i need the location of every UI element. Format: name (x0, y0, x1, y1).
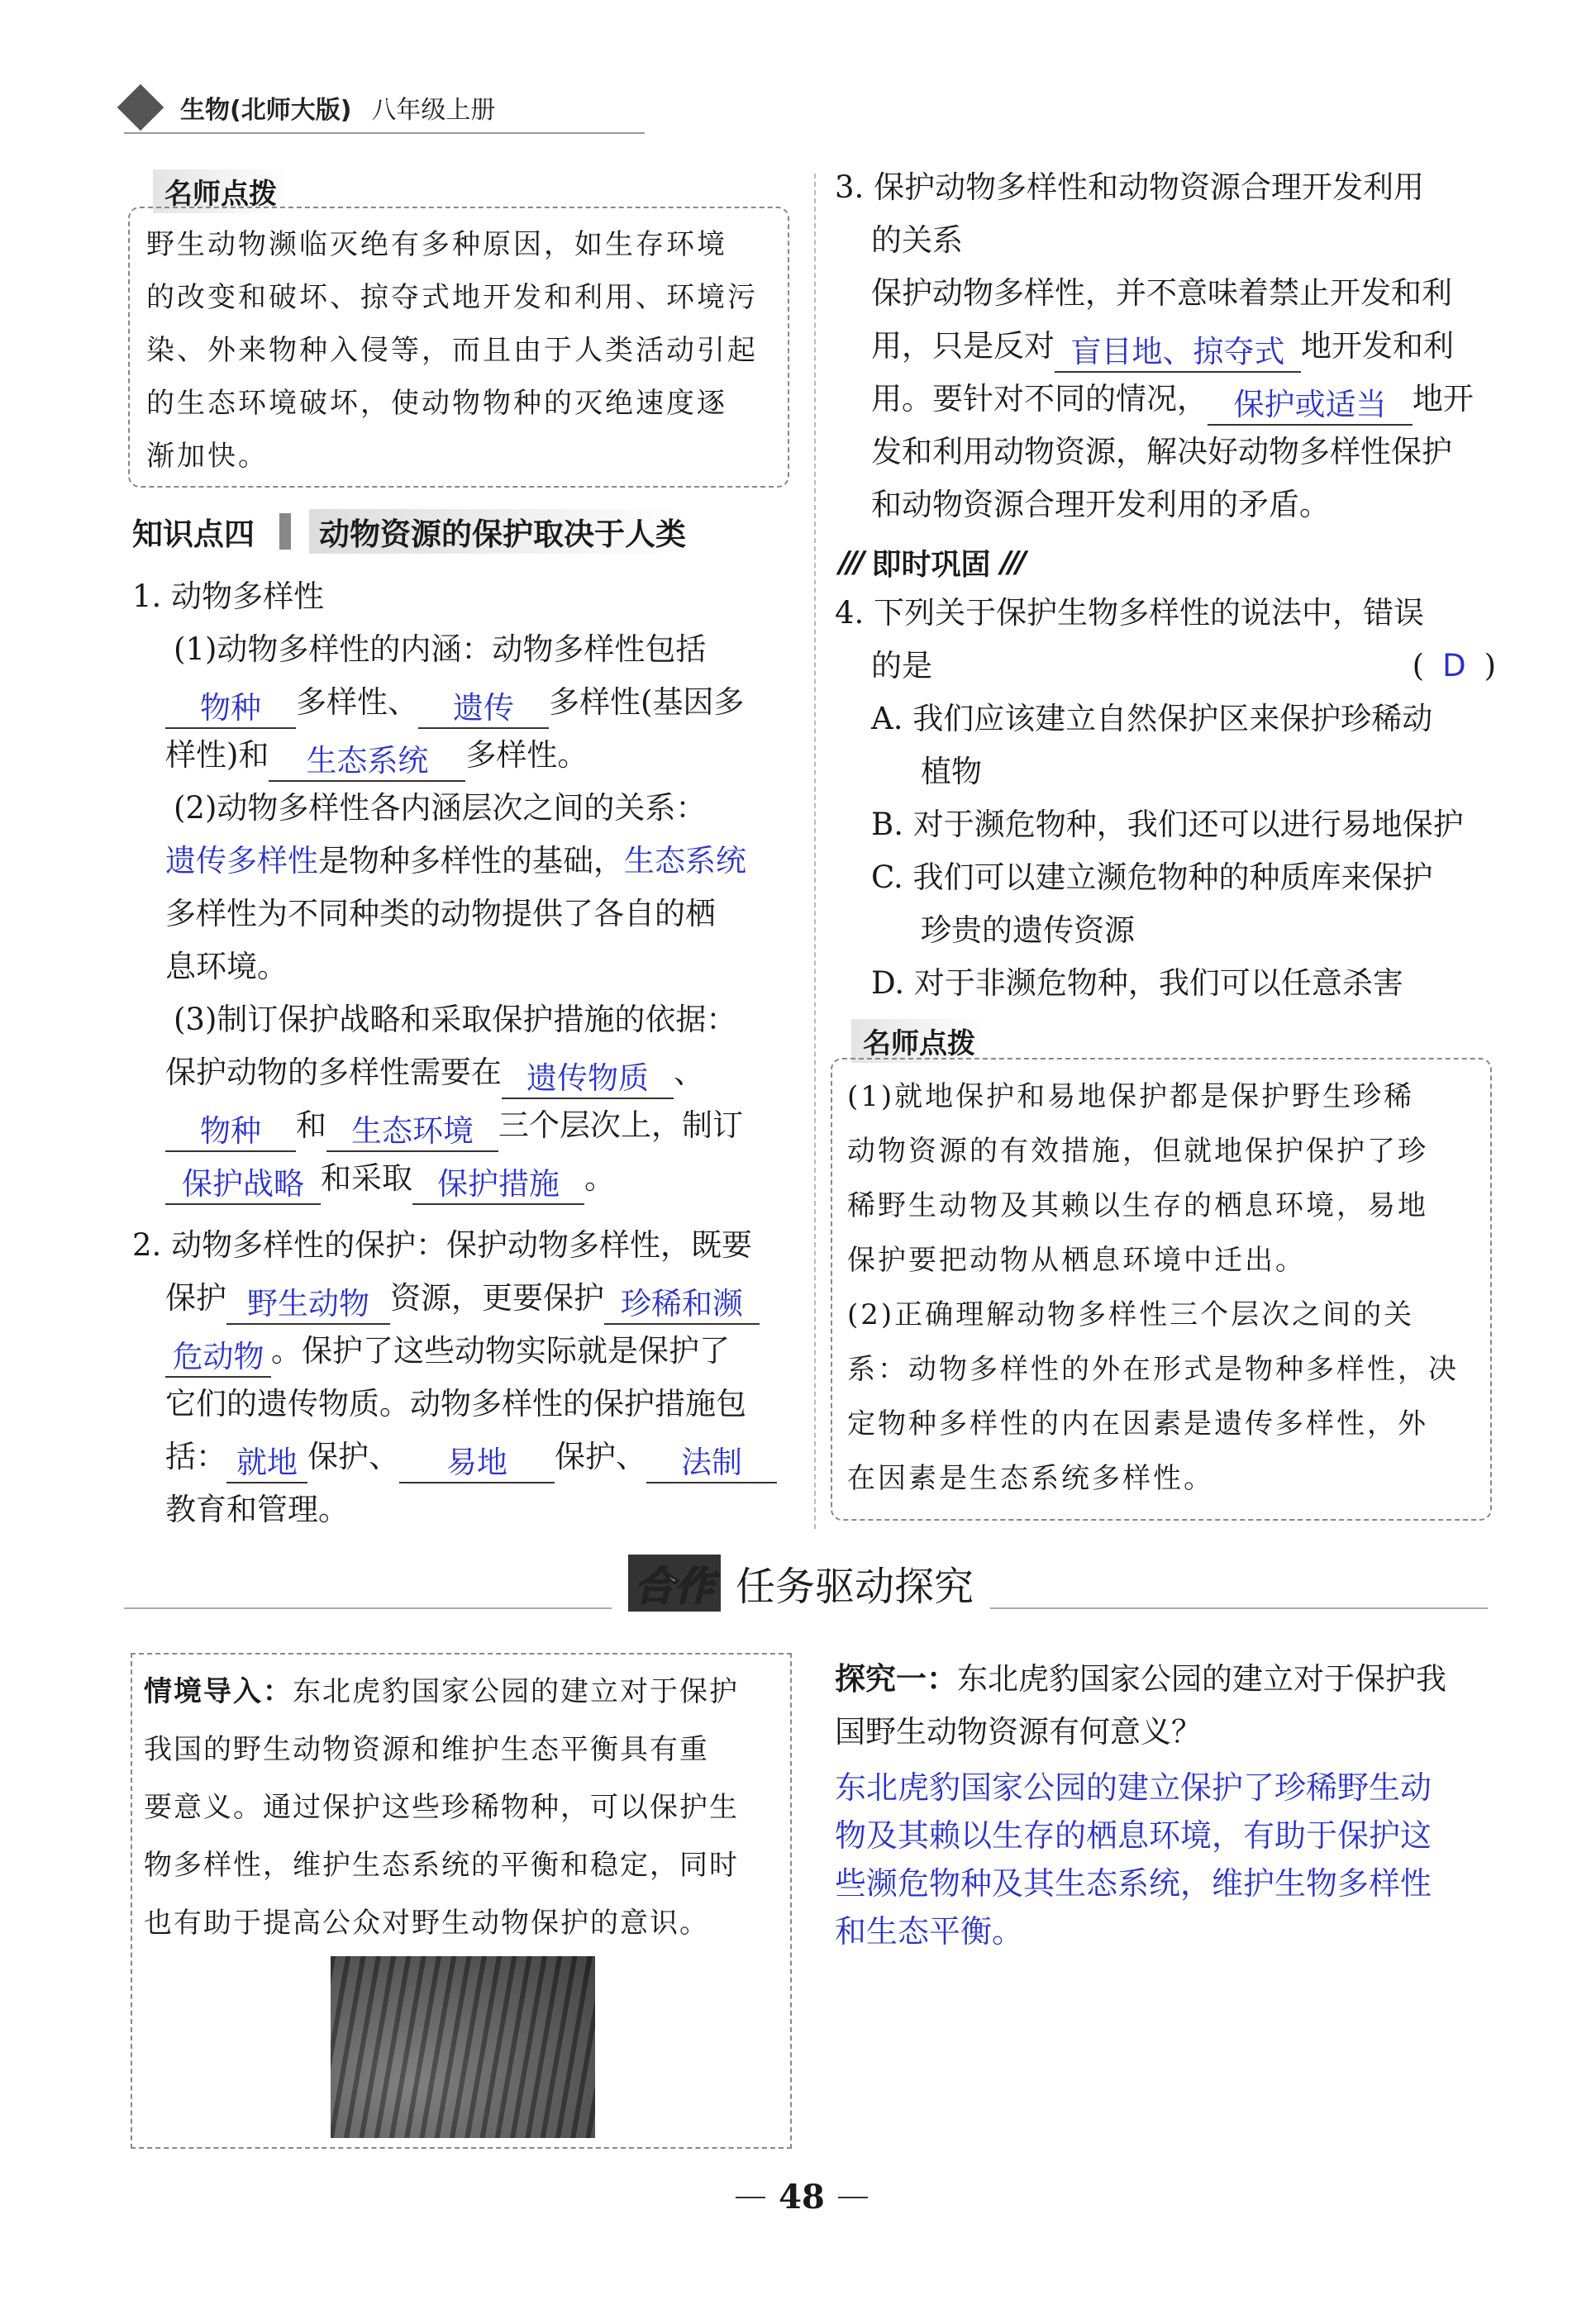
tip2-box (831, 1058, 1492, 1521)
question-4 (835, 587, 1496, 1010)
answer-law: 法制 (646, 1444, 777, 1483)
explore-answer (835, 1764, 1496, 1955)
explore-question-cont: 国野生动物资源有何意义？ (835, 1714, 1202, 1750)
answer-gene: 遗传 (418, 689, 549, 729)
s1-title: 1. 动物多样性 (132, 579, 325, 614)
text: 和 (296, 1107, 326, 1143)
tip2-line: (1)就地保护和易地保护都是保护野生珍稀 (847, 1080, 1415, 1113)
s2-line1: 2. 动物多样性的保护：保护动物多样性，既要 (132, 1227, 753, 1263)
section-title: 任务驱动探究 (736, 1563, 974, 1610)
text: 保护、 (307, 1439, 399, 1474)
tip1-line: 的改变和破坏、掠夺式地开发和利用、环境污 (146, 281, 758, 314)
scenario-label: 情境导入： (144, 1675, 293, 1708)
section-2 (132, 1219, 793, 1536)
q4-answer-paren (1413, 640, 1496, 693)
page-number-block (736, 2178, 868, 2217)
tiger-photo (331, 1956, 595, 2138)
answer-genetic-material: 遗传物质 (502, 1060, 674, 1099)
text: 保护、 (555, 1439, 646, 1474)
s2-line6: 教育和管理。 (165, 1492, 349, 1527)
s2-line4: 它们的遗传物质。动物多样性的保护措施包 (165, 1386, 746, 1421)
text: 是物种多样性的基础， (318, 843, 624, 879)
tip2-line: 稀野生动物及其赖以生存的栖息环境，易地 (847, 1189, 1428, 1222)
text: 三个层次上，制订 (498, 1107, 743, 1143)
explore-question: 东北虎豹国家公园的建立对于保护我 (957, 1661, 1446, 1697)
consolidate-title: 即时巩固 (871, 548, 991, 582)
text: 样性)和 (165, 737, 269, 773)
answer-environment: 生态环境 (326, 1112, 498, 1152)
section-3 (835, 161, 1496, 531)
explore-label: 探究一： (835, 1661, 957, 1697)
answer-proper: 保护或适当 (1208, 386, 1413, 426)
text: 。保护了这些动物实际就是保护了 (271, 1333, 730, 1369)
answer-in-situ: 就地 (226, 1444, 307, 1483)
answer-line: 和生态平衡。 (835, 1913, 1024, 1950)
answer-blind: 盲目地、掠夺式 (1055, 333, 1301, 373)
option-d: D. 对于非濒危物种，我们可以任意杀害 (871, 965, 1403, 1001)
q4-line1: 4. 下列关于保护生物多样性的说法中，错误 (835, 595, 1425, 631)
section-tag: 合作 (628, 1555, 721, 1612)
answer-eco-system: 生态系统 (624, 843, 746, 879)
kp-title: 动物资源的保护取决于人类 (309, 509, 696, 554)
text: 多样性。 (465, 737, 588, 773)
text: 地开发和利 (1301, 328, 1454, 364)
answer-species: 物种 (165, 689, 296, 729)
kp-label: 知识点四 (132, 517, 255, 552)
option-c: C. 我们可以建立濒危物种的种质库来保护 (871, 860, 1433, 895)
explore-block (835, 1653, 1496, 1955)
section-header (612, 1554, 990, 1612)
text: 用。要针对不同的情况， (871, 381, 1208, 417)
scenario-line: 要意义。通过保护这些珍稀物种，可以保护生 (144, 1791, 739, 1824)
s1-p2-line4: 息环境。 (165, 949, 288, 984)
tip1-line: 染、外来物种入侵等，而且由于人类活动引起 (146, 334, 758, 367)
text: 保护动物的多样性需要在 (165, 1055, 502, 1090)
scenario-line: 东北虎豹国家公园的建立对于保护 (293, 1675, 739, 1708)
scenario-line: 我国的野生动物资源和维护生态平衡具有重 (144, 1733, 709, 1766)
text: 和采取 (321, 1160, 412, 1196)
answer-measures: 保护措施 (412, 1165, 584, 1205)
answer-species-2: 物种 (165, 1112, 296, 1152)
s1-p2-line3: 多样性为不同种类的动物提供了各自的栖 (165, 896, 716, 931)
text: 括： (165, 1439, 226, 1474)
text: 、 (674, 1055, 704, 1090)
slashes-icon: /// (839, 545, 862, 579)
page-number: 48 (779, 2178, 825, 2217)
s1-p3-line1: (3)制订保护战略和采取保护措施的依据： (174, 1002, 737, 1037)
answer-ecosystem: 生态系统 (269, 742, 465, 782)
s3-line6: 发和利用动物资源，解决好动物多样性保护 (871, 434, 1452, 469)
s1-p1-line1: (1)动物多样性的内涵：动物多样性包括 (174, 631, 707, 667)
answer-ex-situ: 易地 (399, 1444, 555, 1483)
answer-line: 些濒危物种及其生态系统，维护生物多样性 (835, 1865, 1432, 1902)
answer-line: 东北虎豹国家公园的建立保护了珍稀野生动 (835, 1769, 1432, 1806)
tip1-title: 名师点拨 (153, 169, 288, 213)
answer-rare-1: 珍稀和濒 (604, 1285, 760, 1325)
text: 保护 (165, 1280, 226, 1316)
section-1 (132, 570, 793, 1205)
tip2-line: 动物资源的有效措施，但就地保护保护了珍 (847, 1135, 1428, 1168)
scenario-line: 也有助于提高公众对野生动物保护的意识。 (144, 1907, 709, 1940)
text: 。 (584, 1160, 615, 1196)
text: ( (1412, 648, 1425, 683)
text: 多样性、 (296, 684, 418, 720)
text: 用，只是反对 (871, 328, 1055, 364)
scenario-line: 物多样性，维护生态系统的平衡和稳定，同时 (144, 1849, 739, 1882)
answer-strategy: 保护战略 (165, 1165, 321, 1205)
text: ) (1484, 648, 1496, 683)
s3-line2: 的关系 (871, 222, 963, 258)
tip2-line: 在因素是生态系统多样性。 (847, 1462, 1214, 1495)
option-a: A. 我们应该建立自然保护区来保护珍稀动 (871, 701, 1433, 736)
tip1-box (128, 207, 789, 488)
tip2-line: 系：动物多样性的外在形式是物种多样性，决 (847, 1353, 1459, 1386)
tip1-line: 野生动物濒临灭绝有多种原因，如生存环境 (146, 228, 727, 261)
kp-marker-icon (279, 513, 291, 550)
s3-line1: 3. 保护动物多样性和动物资源合理开发利用 (835, 169, 1425, 205)
slashes-icon: /// (1000, 545, 1023, 579)
option-b: B. 对于濒危物种，我们还可以进行易地保护 (871, 807, 1464, 842)
tip1-line: 渐加快。 (146, 440, 269, 473)
text: 多样性(基因多 (549, 684, 745, 720)
s3-line3: 保护动物多样性，并不意味着禁止开发和利 (871, 275, 1452, 311)
header-diamond-icon (117, 84, 164, 131)
answer-wild-animals: 野生动物 (226, 1285, 390, 1325)
answer-line: 物及其赖以生存的栖息环境，有助于保护这 (835, 1817, 1432, 1854)
header-rule (124, 132, 645, 134)
tip2-title: 名师点拨 (851, 1019, 987, 1063)
tip2-line: (2)正确理解动物多样性三个层次之间的关 (847, 1298, 1415, 1331)
dash (736, 2197, 765, 2198)
tip2-line: 定物种多样性的内在因素是遗传多样性，外 (847, 1407, 1428, 1440)
text: 的是 (871, 648, 932, 683)
text: 地开 (1413, 381, 1474, 417)
consolidate-header (839, 541, 1023, 583)
s1-p2-line1: (2)动物多样性各内涵层次之间的关系： (174, 790, 707, 826)
answer-rare-2: 危动物 (165, 1338, 271, 1378)
header-grade: 八年级上册 (371, 96, 496, 125)
page-header (124, 83, 495, 132)
header-book: 生物(北师大版) (180, 96, 352, 125)
scenario-box (131, 1653, 792, 2149)
knowledge-point-bar (132, 508, 793, 555)
s3-line7: 和动物资源合理开发利用的矛盾。 (871, 487, 1330, 522)
tip1-line: 的生态环境破坏，使动物物种的灭绝速度逐 (146, 387, 727, 420)
q4-answer: D (1442, 648, 1466, 683)
dash (838, 2197, 868, 2198)
option-c-cont: 珍贵的遗传资源 (921, 912, 1135, 948)
tip2-line: 保护要把动物从栖息环境中迁出。 (847, 1244, 1306, 1277)
text: 资源，更要保护 (390, 1280, 604, 1316)
column-divider (814, 174, 816, 1529)
option-a-cont: 植物 (921, 754, 982, 789)
answer-genetic-diversity: 遗传多样性 (165, 843, 318, 879)
